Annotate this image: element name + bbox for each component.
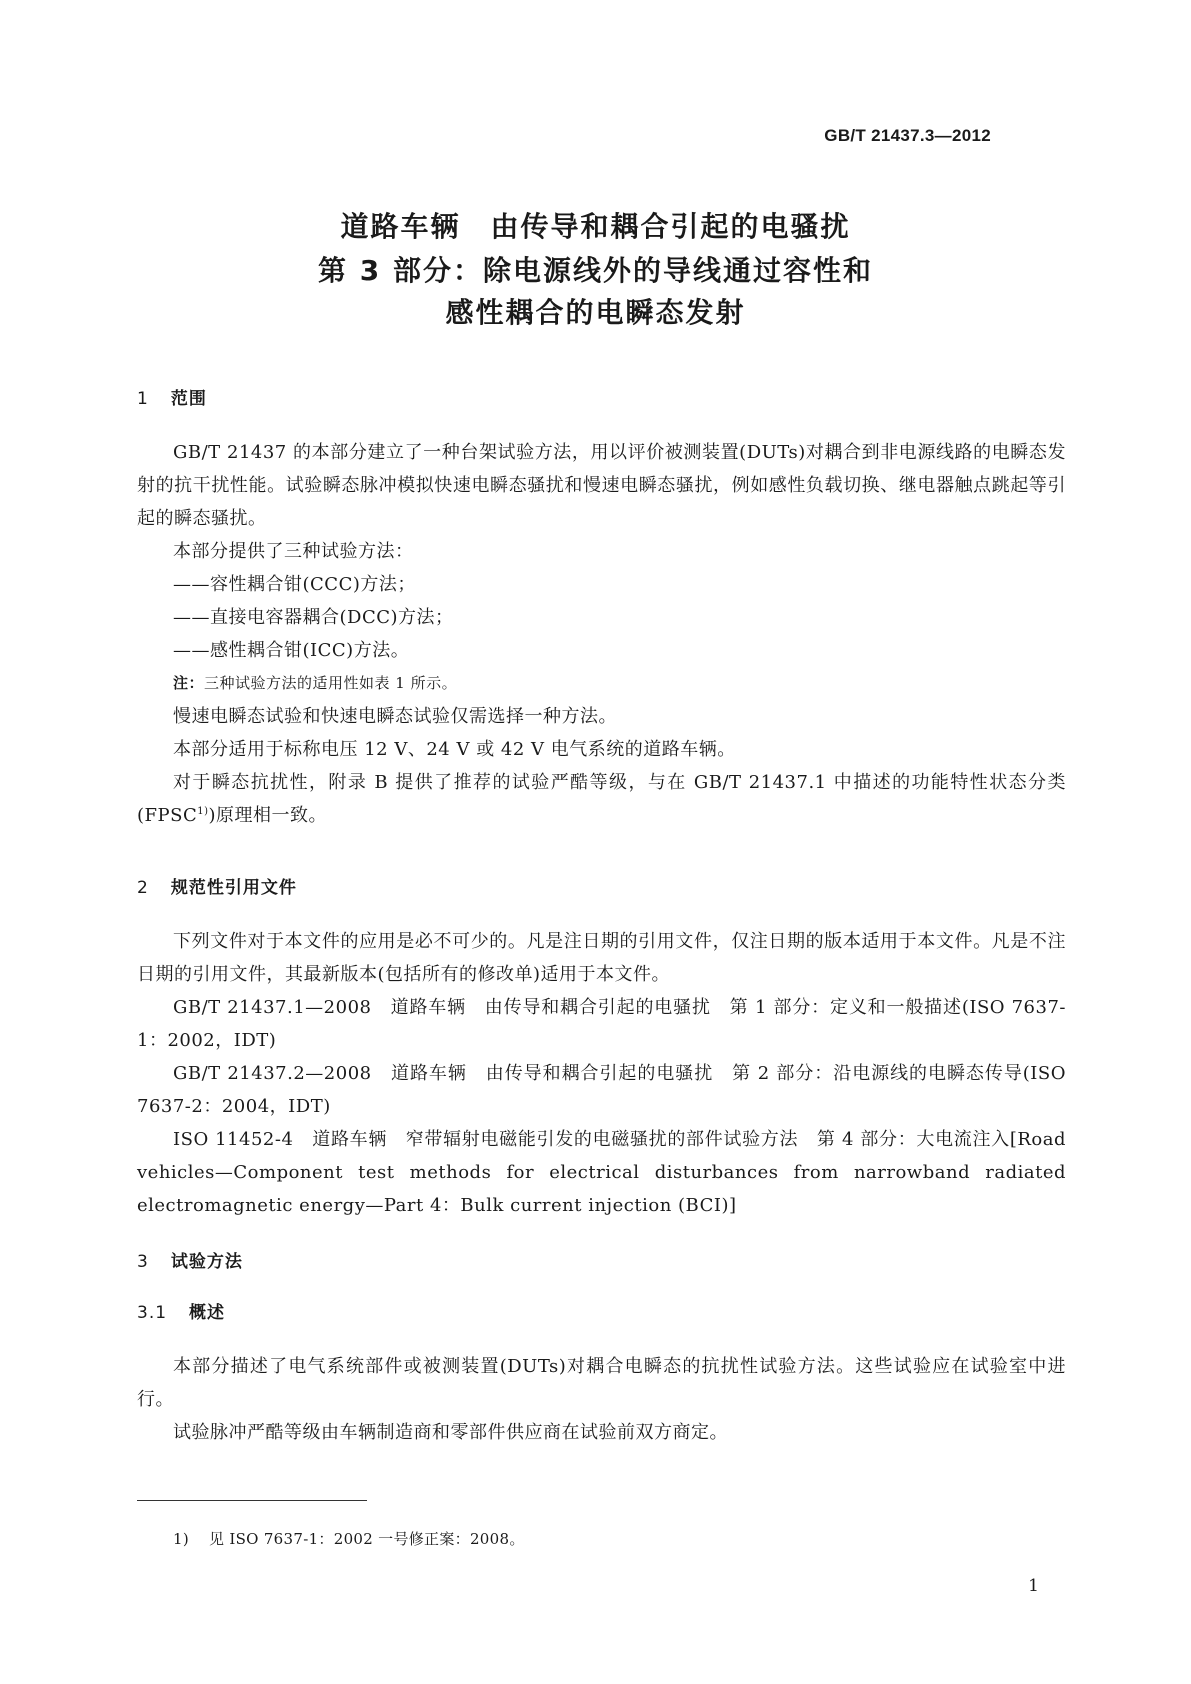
page-number: 1: [1028, 1576, 1039, 1596]
footnote: [173, 1528, 525, 1549]
note: [173, 672, 457, 693]
title-line-3: 感性耦合的电瞬态发射: [445, 296, 746, 329]
footnote-rule: [137, 1500, 367, 1501]
paragraph: 下列文件对于本文件的应用是必不可少的。凡是注日期的引用文件，仅注日期的版本适用于本文件。凡是不注日期的引用文件，其最新版本(包括所有的修改单)适用于本文件。: [137, 931, 1066, 985]
title-line-1: 道路车辆 由传导和耦合引起的电骚扰: [340, 210, 851, 243]
reference-entry: GB/T 21437.1—2008 道路车辆 由传导和耦合引起的电骚扰 第 1 部分：定义和一般描述(ISO 7637-1：2002，IDT): [137, 997, 1066, 1051]
footnote-marker: 1): [173, 1530, 189, 1548]
footnote-marker: 1): [197, 806, 209, 817]
list-item: ——直接电容器耦合(DCC)方法；: [173, 607, 454, 628]
section-number: 3: [137, 1252, 149, 1272]
paragraph: 慢速电瞬态试验和快速电瞬态试验仅需选择一种方法。: [173, 706, 617, 727]
paragraph: 试验脉冲严酷等级由车辆制造商和零部件供应商在试验前双方商定。: [173, 1422, 728, 1443]
paragraph: 本部分适用于标称电压 12 V、24 V 或 42 V 电气系统的道路车辆。: [173, 739, 736, 760]
footnote-text: 见 ISO 7637-1：2002 一号修正案：2008。: [209, 1530, 525, 1548]
section-1-heading: [137, 384, 207, 409]
reference-entry: ISO 11452-4 道路车辆 窄带辐射电磁能引发的电磁骚扰的部件试验方法 第 4 部分：大电流注入[Road vehicles—Component test methods for electrical disturbances from narrowband radiated electromagnetic energy—Part 4：Bulk current injection (BCI)]: [137, 1129, 1066, 1216]
section-title: 范围: [170, 389, 207, 409]
reference-entry: GB/T 21437.2—2008 道路车辆 由传导和耦合引起的电骚扰 第 2 部分：沿电源线的电瞬态传导(ISO 7637-2：2004，IDT): [137, 1063, 1066, 1117]
paragraph: 本部分提供了三种试验方法：: [173, 541, 414, 562]
paragraph: GB/T 21437 的本部分建立了一种台架试验方法，用以评价被测装置(DUTs)对耦合到非电源线路的电瞬态发射的抗干扰性能。试验瞬态脉冲模拟快速电瞬态骚扰和慢速电瞬态骚扰，例如感性负载切换、继电器触点跳起等引起的瞬态骚扰。: [137, 442, 1066, 529]
subsection-title: 概述: [189, 1303, 226, 1323]
section-title: 规范性引用文件: [170, 878, 297, 898]
paragraph: [137, 766, 1066, 832]
note-label: 注：: [173, 674, 205, 692]
paragraph: 本部分描述了电气系统部件或被测装置(DUTs)对耦合电瞬态的抗扰性试验方法。这些试验应在试验室中进行。: [137, 1356, 1066, 1410]
subsection-number: 3.1: [137, 1303, 168, 1323]
standard-code: GB/T 21437.3—2012: [824, 126, 991, 145]
list-item: ——容性耦合钳(CCC)方法；: [173, 574, 416, 595]
paragraph-text: 对于瞬态抗扰性，附录 B 提供了推荐的试验严酷等级，与在 GB/T 21437.1 中描述的功能特性状态分类(FPSC: [137, 772, 1066, 826]
paragraph-text: )原理相一致。: [208, 805, 328, 826]
section-title: 试验方法: [170, 1252, 243, 1272]
section-2-heading: [137, 873, 297, 898]
section-number: 2: [137, 878, 149, 898]
note-text: 三种试验方法的适用性如表 1 所示。: [204, 674, 458, 692]
title-line-2: 第 3 部分：除电源线外的导线通过容性和: [318, 254, 873, 287]
section-3-heading: [137, 1247, 243, 1272]
list-item: ——感性耦合钳(ICC)方法。: [173, 640, 410, 661]
section-number: 1: [137, 389, 149, 409]
subsection-3-1-heading: [137, 1298, 225, 1323]
